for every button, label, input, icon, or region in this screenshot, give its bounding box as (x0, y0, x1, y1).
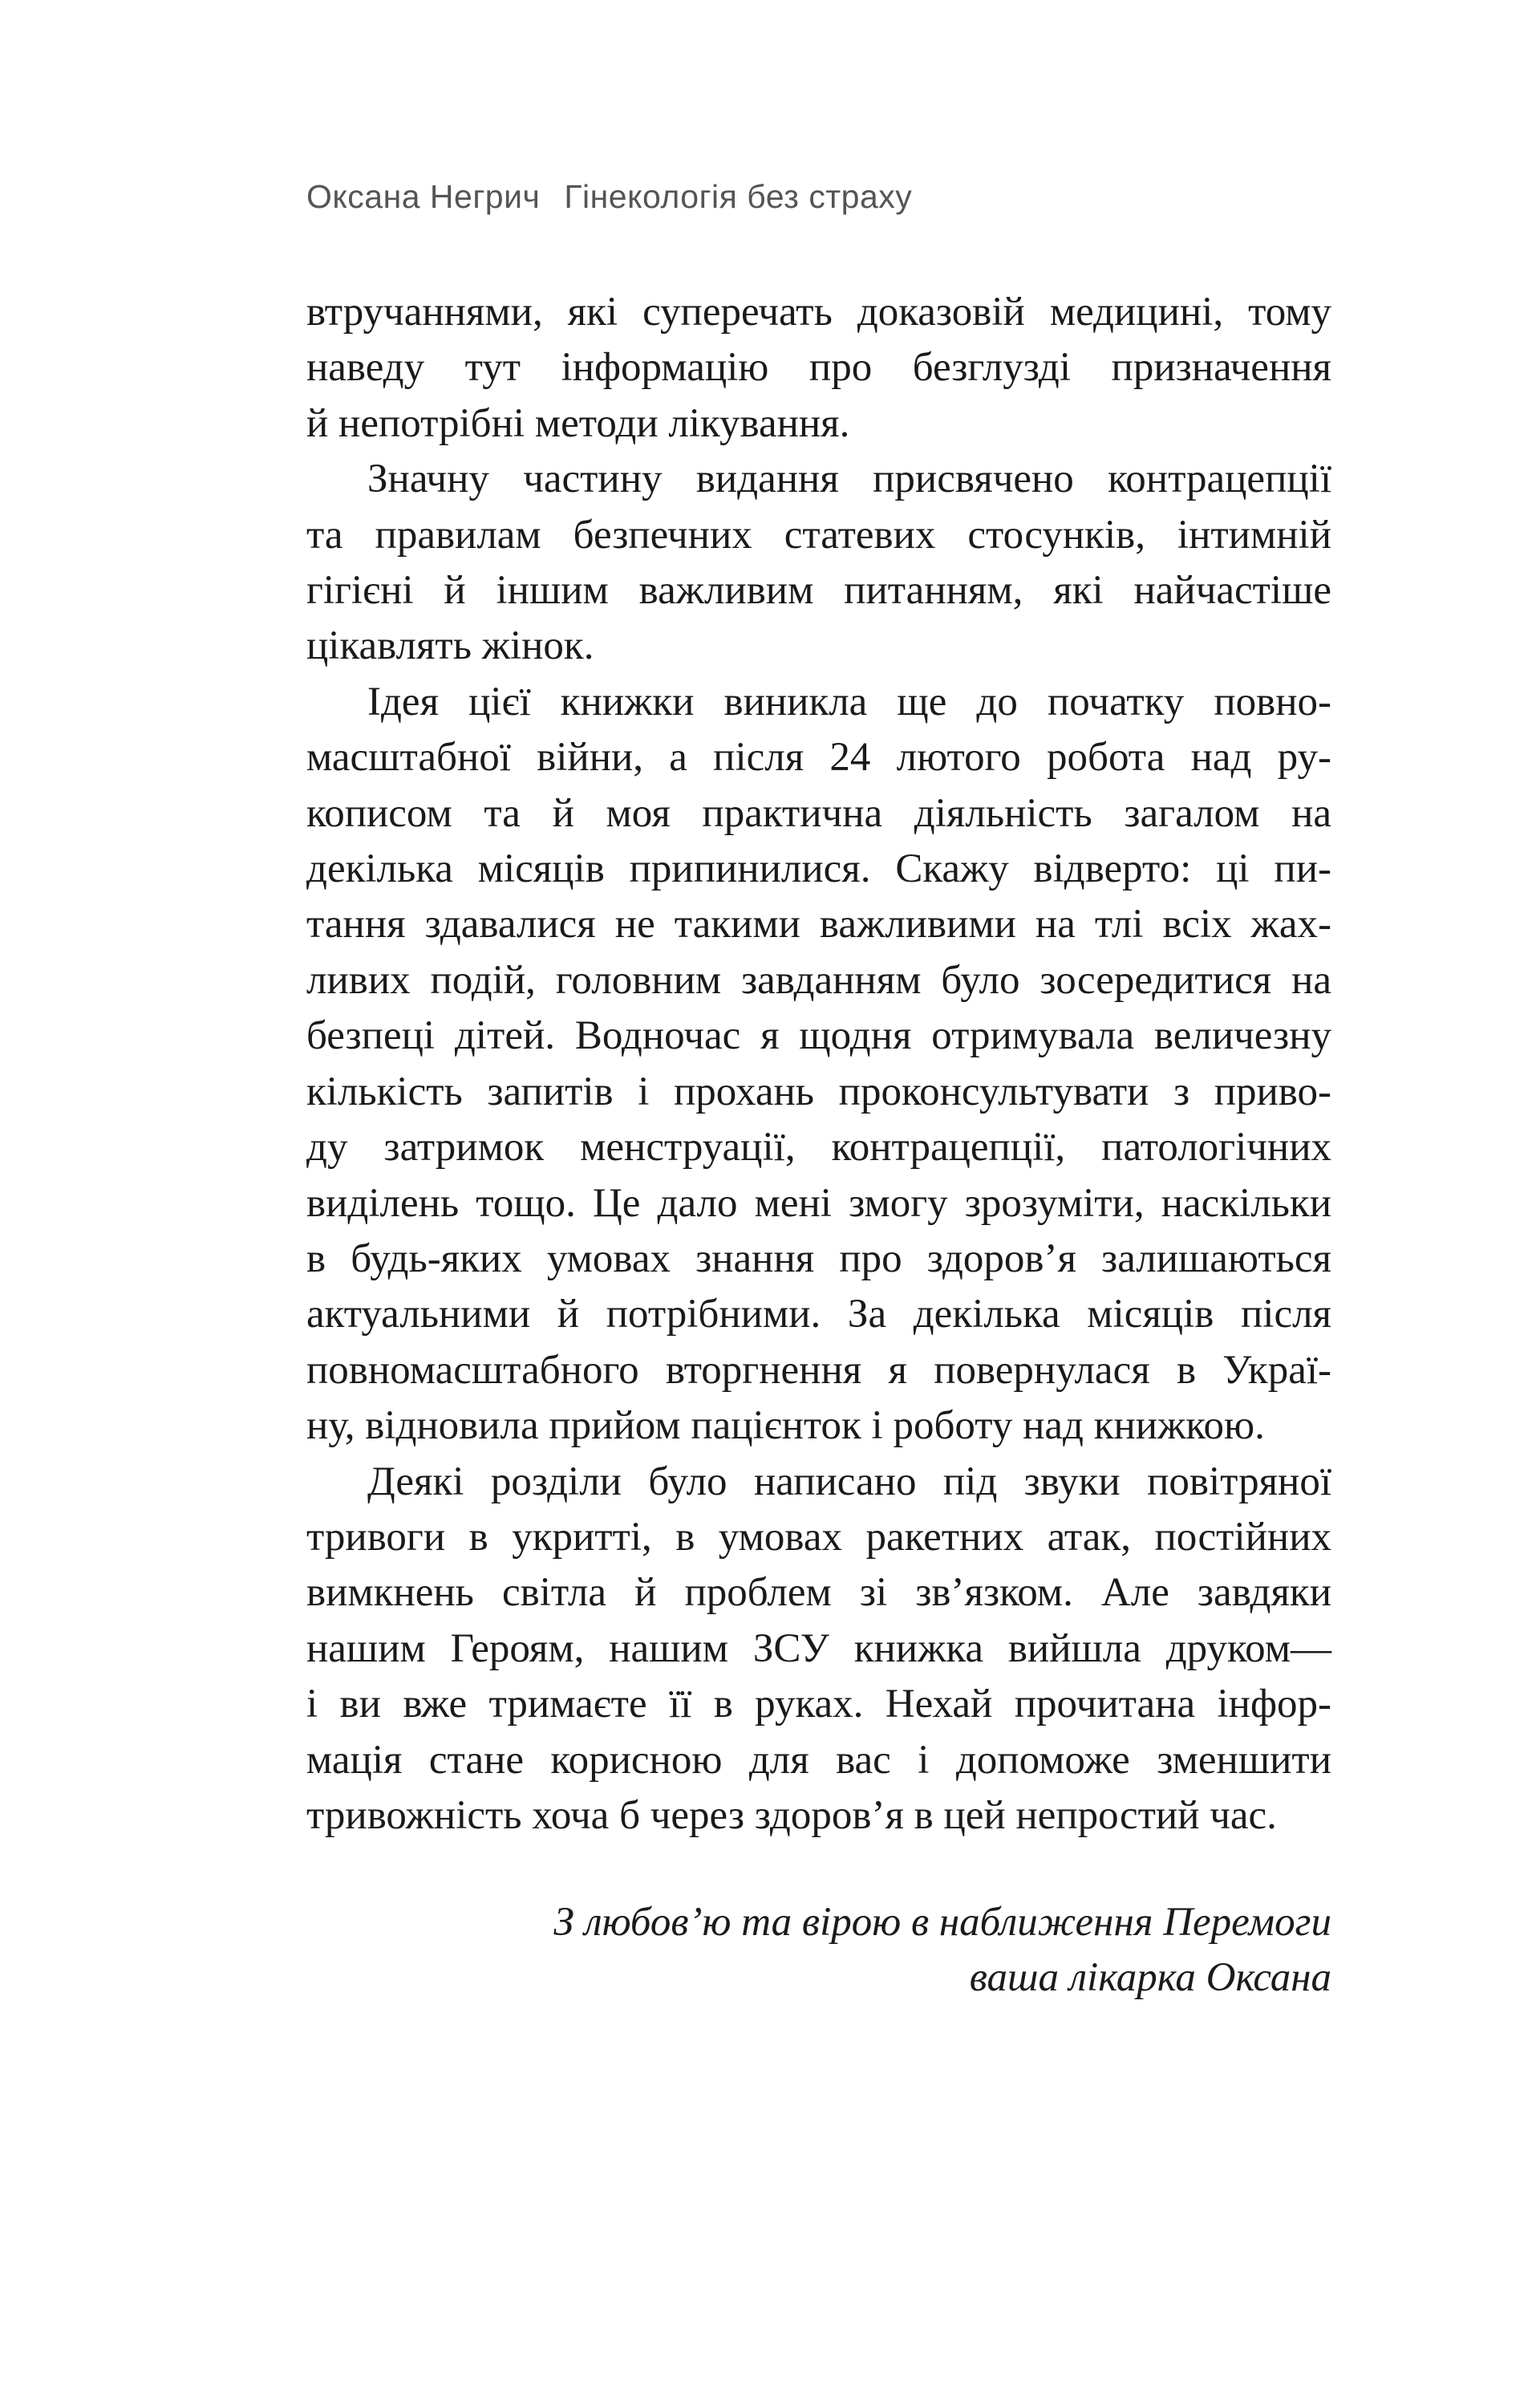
header-book-title: Гінекологія без страху (564, 178, 913, 215)
text-line: масштабної війни, а після 24 лютого робота над ру- (306, 735, 1331, 781)
paragraph (306, 285, 1331, 452)
body-text (306, 285, 1331, 1844)
text-line: вимкнень світла й проблем зі зв’язком. Але завдяки (306, 1570, 1331, 1616)
signature (306, 1895, 1331, 2006)
text-line: Ідея цієї книжки виникла ще до початку повно- (367, 679, 1331, 724)
text-line: Деякі розділи було написано під звуки повітряної (367, 1459, 1331, 1504)
text-line: втручаннями, які суперечать доказовій медицині, тому (306, 290, 1331, 335)
signature-line: ваша лікарка Оксана (969, 1955, 1331, 2001)
text-line: кількість запитів і прохань проконсультувати з приво- (306, 1069, 1331, 1114)
text-line: безпеці дітей. Водночас я щодня отримувала величезну (306, 1013, 1331, 1059)
text-line: тривожність хоча б через здоров’я в цей непростий час. (306, 1792, 1277, 1838)
text-line: гігієні й іншим важливим питанням, які найчастіше (306, 568, 1331, 614)
text-line: й непотрібні методи лікування. (306, 400, 850, 446)
text-line: ду затримок менструації, контрацепції, патологічних (306, 1125, 1331, 1171)
text-line: наведу тут інформацію про безглузді призначення (306, 345, 1331, 391)
text-line: Значну частину видання присвячено контрацепції (367, 456, 1331, 502)
text-line: декілька місяців припинилися. Скажу відверто: ці пи- (306, 846, 1331, 892)
header-author: Оксана Негрич (306, 178, 541, 215)
text-line: тання здавалися не такими важливими на тлі всіх жах- (306, 902, 1331, 947)
text-line: і ви вже тримаєте її в руках. Нехай прочитана інфор- (306, 1682, 1331, 1727)
paragraph (306, 452, 1331, 675)
text-line: цікавлять жінок. (306, 623, 594, 669)
text-line: кописом та й моя практична діяльність загалом на (306, 790, 1331, 836)
text-line: в будь-яких умовах знання про здоров’я залишаються (306, 1236, 1331, 1281)
text-line: та правилам безпечних статевих стосунків, інтимній (306, 512, 1331, 558)
text-line: ну, відновила прийом пацієнток і роботу над книжкою. (306, 1403, 1265, 1449)
paragraph (306, 1455, 1331, 1844)
signature-line: З любов’ю та вірою в наближення Перемоги (553, 1900, 1331, 1945)
text-line: ливих подій, головним завданням було зосередитися на (306, 957, 1331, 1003)
paragraph (306, 675, 1331, 1455)
running-header (306, 178, 912, 216)
text-line: виділень тощо. Це дало мені змогу зрозуміти, наскільки (306, 1180, 1331, 1226)
text-line: мація стане корисною для вас і допоможе зменшити (306, 1737, 1331, 1783)
text-line: повномасштабного вторгнення я повернулася в Украї- (306, 1347, 1331, 1393)
text-line: нашим Героям, нашим ЗСУ книжка вийшла друком— (306, 1625, 1331, 1671)
text-line: актуальними й потрібними. За декілька місяців після (306, 1292, 1331, 1337)
text-line: тривоги в укритті, в умовах ракетних атак, постійних (306, 1514, 1331, 1560)
